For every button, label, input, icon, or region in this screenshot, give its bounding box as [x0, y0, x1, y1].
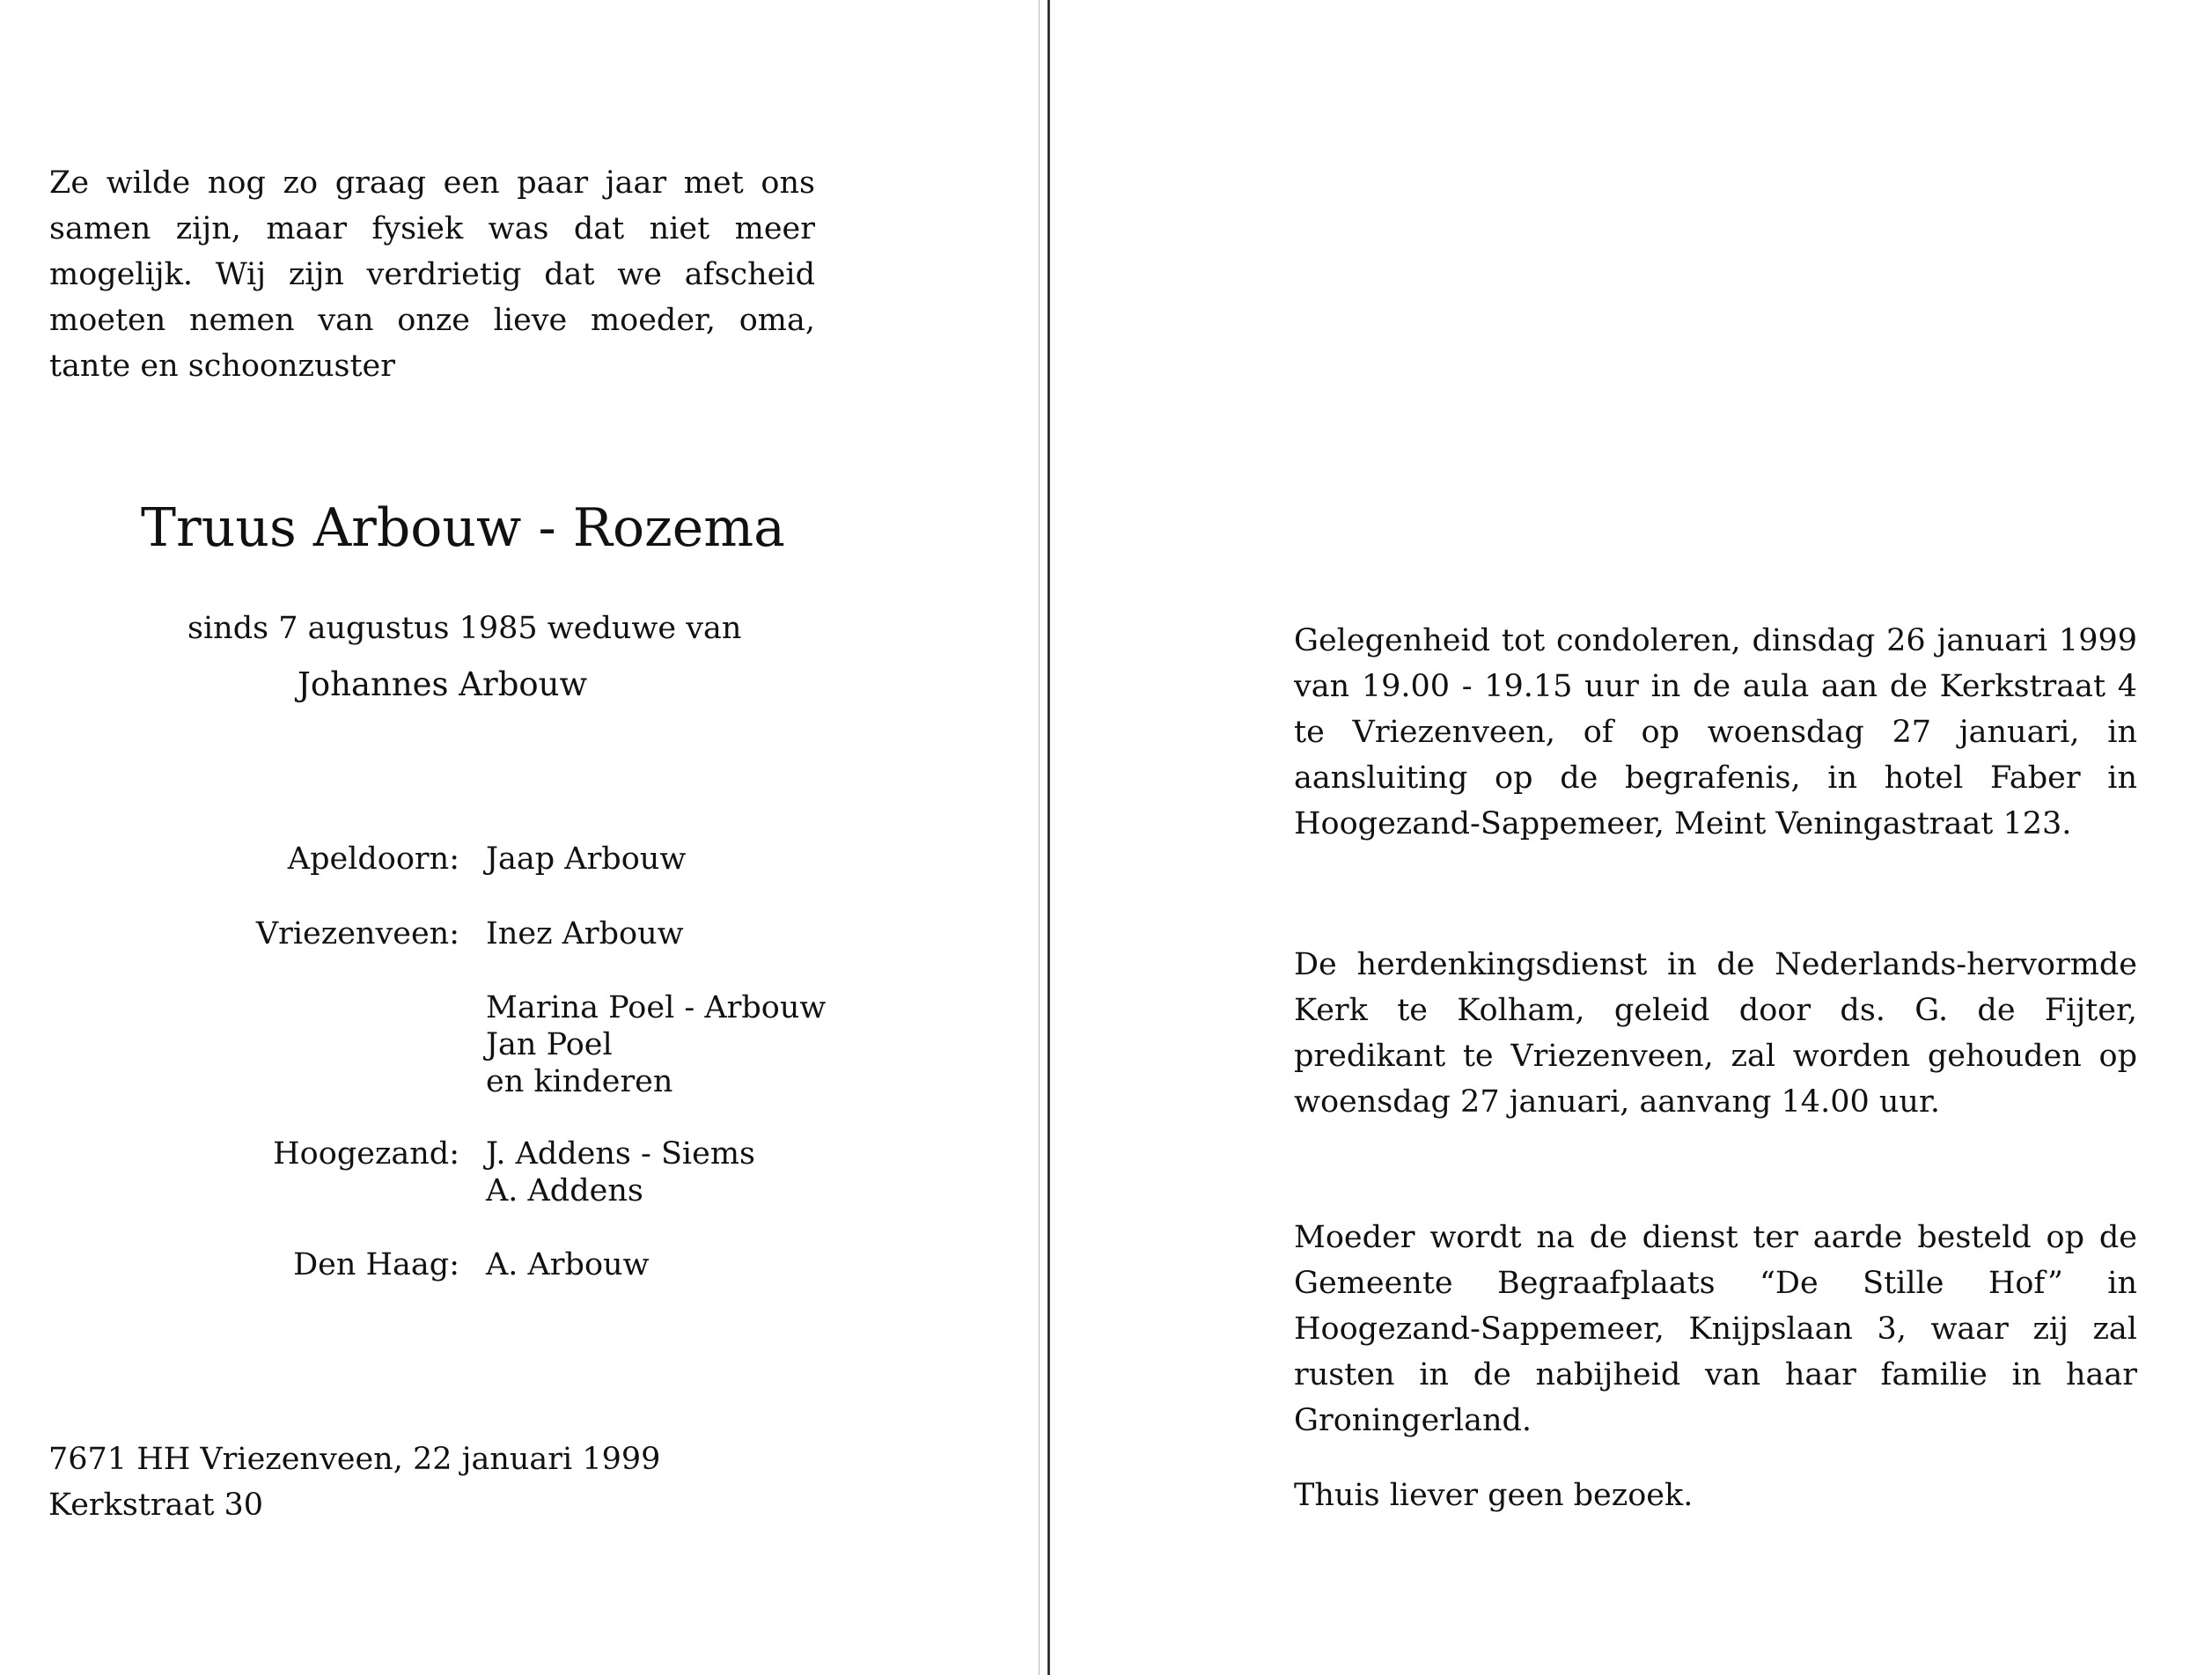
family-names [486, 915, 684, 952]
family-member: Jan Poel [486, 1027, 613, 1062]
burial-paragraph: Moeder wordt na de dienst ter aarde besteld op de Gemeente Begraafplaats “De Stille Hof” in Hoogezand-Sappemeer, Knijpslaan 3, waar zij zal rusten in de nabijheid van haar familie in haar Groningerland. [1294, 1220, 2137, 1438]
memorial-service-paragraph: De herdenkingsdienst in de Nederlands-hervormde Kerk te Kolham, geleid door ds. G. de Fijter, predikant te Vriezenveen, zal worden gehouden op woensdag 27 januari, aanvang 14.00 uur. [1294, 947, 2137, 1120]
address-line: 7671 HH Vriezenveen, 22 januari 1999 [48, 1442, 661, 1477]
family-place: Hoogezand: [273, 1136, 459, 1172]
family-member: A. Arbouw [486, 1247, 650, 1282]
family-names [486, 1135, 755, 1209]
family-names [486, 841, 686, 878]
left-page [0, 0, 1039, 1675]
family-place: Den Haag: [293, 1247, 459, 1282]
husband-name: Johannes Arbouw [298, 665, 588, 703]
family-member: A. Addens [486, 1173, 643, 1208]
no-visit-note: Thuis liever geen bezoek. [1294, 1478, 1694, 1513]
family-names [486, 989, 826, 1100]
sender-address [48, 1436, 660, 1528]
family-member: en kinderen [486, 1064, 673, 1099]
deceased-name: Truus Arbouw - Rozema [141, 497, 785, 559]
family-member: J. Addens - Siems [486, 1136, 755, 1172]
card-fold-line [1047, 0, 1050, 1675]
condolence-paragraph: Gelegenheid tot condoleren, dinsdag 26 januari 1999 van 19.00 - 19.15 uur in de aula aan de Kerkstraat 4 te Vriezenveen, of op woensdag 27 januari, in aansluiting op de begrafenis, in hotel Faber in Hoogezand-Sappemeer, Meint Veningastraat 123. [1294, 623, 2137, 841]
family-member: Marina Poel - Arbouw [486, 990, 827, 1025]
family-member: Jaap Arbouw [486, 841, 687, 877]
right-page [1056, 0, 2212, 1675]
fold-shadow-line [1039, 0, 1040, 1675]
address-line: Kerkstraat 30 [48, 1488, 264, 1523]
widow-of-line: sinds 7 augustus 1985 weduwe van [187, 611, 742, 646]
family-names [486, 1246, 650, 1283]
intro-paragraph: Ze wilde nog zo graag een paar jaar met ons samen zijn, maar fysiek was dat niet meer mogelijk. Wij zijn verdrietig dat we afscheid moeten nemen van onze lieve moeder, oma, tante en schoonzuster [49, 165, 815, 384]
family-member: Inez Arbouw [486, 916, 684, 951]
family-place: Vriezenveen: [255, 916, 459, 951]
family-place: Apeldoorn: [287, 841, 459, 877]
